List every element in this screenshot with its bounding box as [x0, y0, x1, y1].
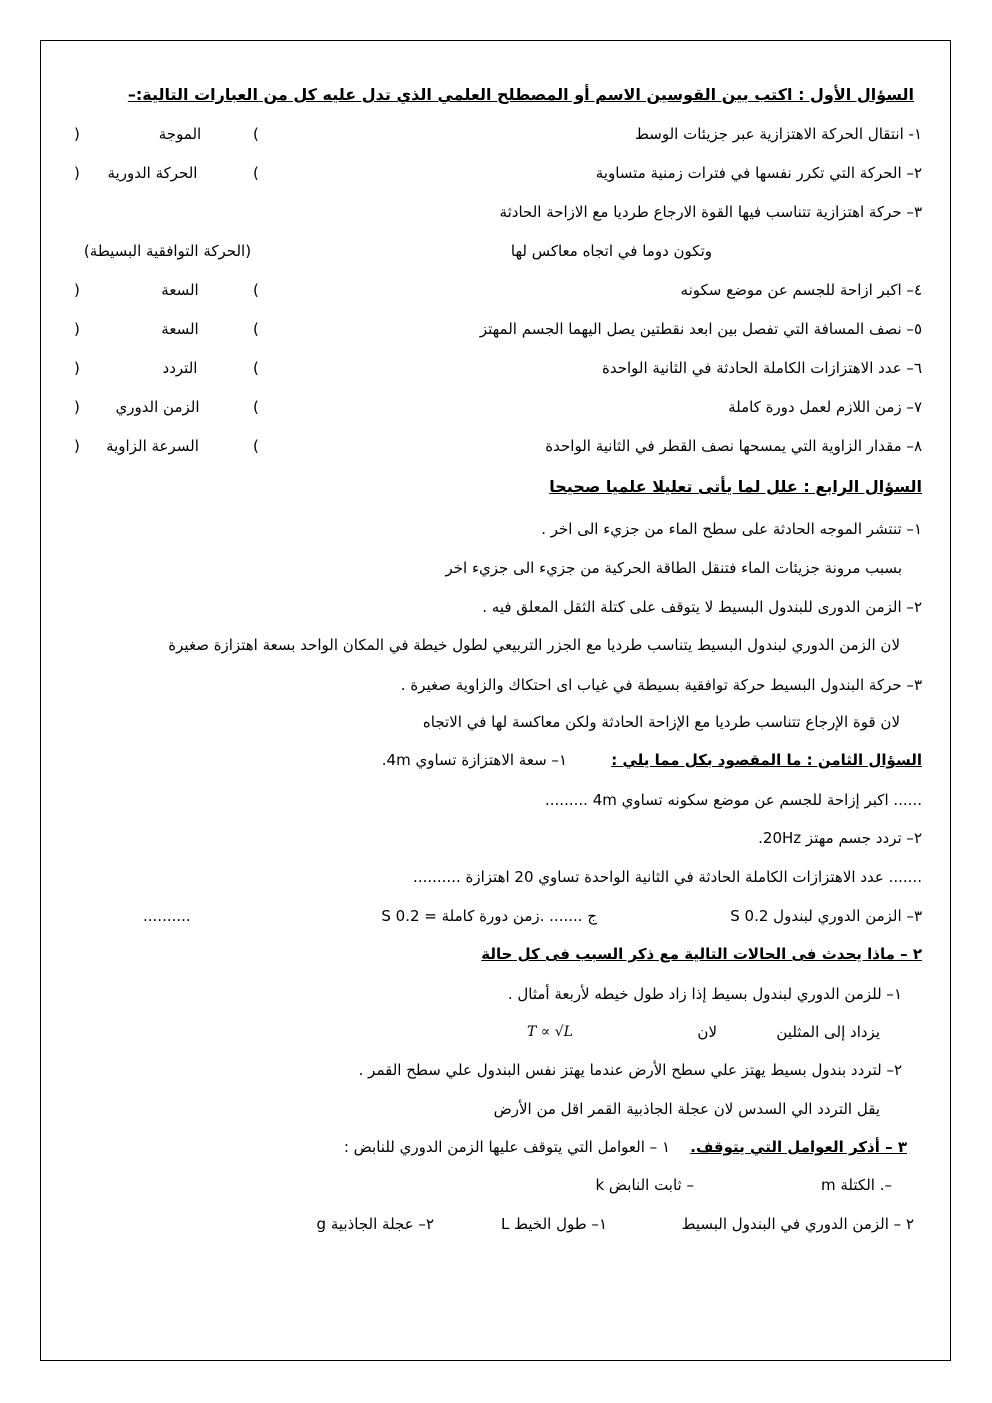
- q2-line-1-answer: يزداد إلى المثلين: [776, 1023, 880, 1041]
- q1-answer-4: السعة: [161, 281, 199, 299]
- page-border: [40, 40, 951, 1361]
- q2-line-2-answer: يقل التردد الي السدس لان عجلة الجاذبية القمر اقل من الأرض: [493, 1100, 880, 1118]
- q3-line-2b: ١– طول الخيط L: [501, 1215, 607, 1233]
- q1-item-5: ٥– نصف المسافة التي تفصل بين ابعد نقطتين يصل اليهما الجسم المهتز: [479, 320, 922, 338]
- q1-item-3: ٣– حركة اهتزازية تتناسب فيها القوة الارجاع طرديا مع الازاحة الحادثة: [499, 203, 922, 221]
- q4-line-3: ٢– الزمن الدورى للبندول البسيط لا يتوقف على كتلة الثقل المعلق فيه .: [482, 598, 922, 616]
- q4-line-2: بسبب مرونة جزيئات الماء فتنقل الطاقة الحركية من جزيء الى جزيء اخر: [445, 559, 902, 577]
- paren-open: (: [253, 359, 259, 377]
- q2-line-1: ١– للزمن الدوري لبندول بسيط إذا زاد طول خيطه لأربعة أمثال .: [507, 985, 902, 1003]
- q1-item-3-cont: وتكون دوما في اتجاه معاكس لها: [510, 242, 712, 260]
- q2-line-1-because: لان: [697, 1023, 717, 1041]
- q8-line-5-mid: ج ....... .زمن دورة كاملة = S 0.2: [381, 907, 597, 925]
- q8-line-3: ٢– تردد جسم مهتز 20Hz.: [758, 829, 922, 847]
- paren-close: ): [74, 398, 80, 416]
- q1-answer-6: التردد: [162, 359, 198, 377]
- q4-line-1: ١– تنتشر الموجه الحادثة على سطح الماء من جزيء الى اخر .: [541, 520, 922, 538]
- q1-item-4: ٤– اكبر ازاحة للجسم عن موضع سكونه: [680, 281, 922, 299]
- paren-open: (: [253, 398, 259, 416]
- q1-item-6: ٦– عدد الاهتزازات الكاملة الحادثة في الثانية الواحدة: [601, 359, 922, 377]
- q3-line-1a: –. الكتلة m: [821, 1176, 892, 1194]
- q3-title-rest: ١ – العوامل التي يتوقف عليها الزمن الدوري للنابض :: [343, 1138, 670, 1156]
- q3-title: ٣ – أذكر العوامل التي يتوقف.: [690, 1138, 907, 1156]
- q1-answer-8: السرعة الزاوية: [106, 437, 199, 455]
- paren-close: ): [74, 281, 80, 299]
- q4-line-6: لان قوة الإرجاع تتناسب طرديا مع الإزاحة الحادثة ولكن معاكسة لها في الاتجاه: [422, 713, 900, 731]
- q8-line-1: ١– سعة الاهتزازة تساوي 4m.: [381, 751, 567, 769]
- q1-item-7: ٧– زمن اللازم لعمل دورة كاملة: [728, 398, 922, 416]
- q4-line-4: لان الزمن الدوري لبندول البسيط يتناسب طرديا مع الجزر التربيعي لطول خيطة في المكان الواحد بسعة اهتزازة صغيرة: [168, 636, 900, 654]
- q1-title: السؤال الأول : اكتب بين القوسين الاسم أو المصطلح العلمي الذي تدل عليه كل من العبارات التالية:–: [127, 85, 914, 104]
- q8-line-4: ....... عدد الاهتزازات الكاملة الحادثة في الثانية الواحدة تساوي 20 اهتزازة ..........: [413, 868, 922, 886]
- q1-item-2: ٢– الحركة التي تكرر نفسها في فترات زمنية متساوية: [595, 164, 922, 182]
- q8-title: السؤال الثامن : ما المقصود بكل مما يلي :: [611, 751, 922, 769]
- paren-open: (: [253, 125, 259, 143]
- paren-open: (: [253, 320, 259, 338]
- q2-line-2: ٢– لتردد بندول بسيط يهتز علي سطح الأرض عندما يهتز نفس البندول علي سطح القمر .: [358, 1061, 902, 1079]
- paren-open: (: [253, 437, 259, 455]
- q8-line-2: ...... اكبر إزاحة للجسم عن موضع سكونه تساوي 4m .........: [545, 791, 922, 809]
- q8-line-5-dots: ..........: [143, 907, 191, 925]
- q4-line-5: ٣– حركة البندول البسيط حركة توافقية بسيطة في غياب اى احتكاك والزاوية صغيرة .: [400, 676, 922, 694]
- paren-open: (: [253, 164, 259, 182]
- q1-item-1: ١- انتقال الحركة الاهتزازية عبر جزيئات الوسط: [635, 125, 922, 143]
- q1-answer-2: الحركة الدورية: [107, 164, 198, 182]
- q1-answer-5: السعة: [161, 320, 199, 338]
- paren-close: ): [74, 125, 80, 143]
- paren-close: ): [74, 164, 80, 182]
- q1-answer-3: (الحركة التوافقية البسيطة): [83, 242, 252, 260]
- q4-title: السؤال الرابع : علل لما يأتى تعليلا علميا صحيحا: [549, 477, 922, 496]
- paren-close: ): [74, 359, 80, 377]
- q3-line-2a: ٢ – الزمن الدوري في البندول البسيط: [681, 1215, 914, 1233]
- q1-answer-1: الموجة: [158, 125, 202, 143]
- paren-close: ): [74, 437, 80, 455]
- paren-close: ): [74, 320, 80, 338]
- q3-line-1b: – ثابت النابض k: [595, 1176, 694, 1194]
- q1-item-8: ٨– مقدار الزاوية التي يمسحها نصف القطر في الثانية الواحدة: [545, 437, 922, 455]
- q3-line-2c: ٢– عجلة الجاذبية g: [316, 1215, 434, 1233]
- q2-title: ٢ – ماذا يحدث فى الحالات التالية مع ذكر السبب فى كل حالة: [481, 945, 922, 963]
- q8-line-5-right: ٣– الزمن الدوري لبندول 0.2 S: [730, 907, 922, 925]
- q1-answer-7: الزمن الدوري: [115, 398, 200, 416]
- formula: T ∝ √L: [527, 1024, 573, 1040]
- paren-open: (: [253, 281, 259, 299]
